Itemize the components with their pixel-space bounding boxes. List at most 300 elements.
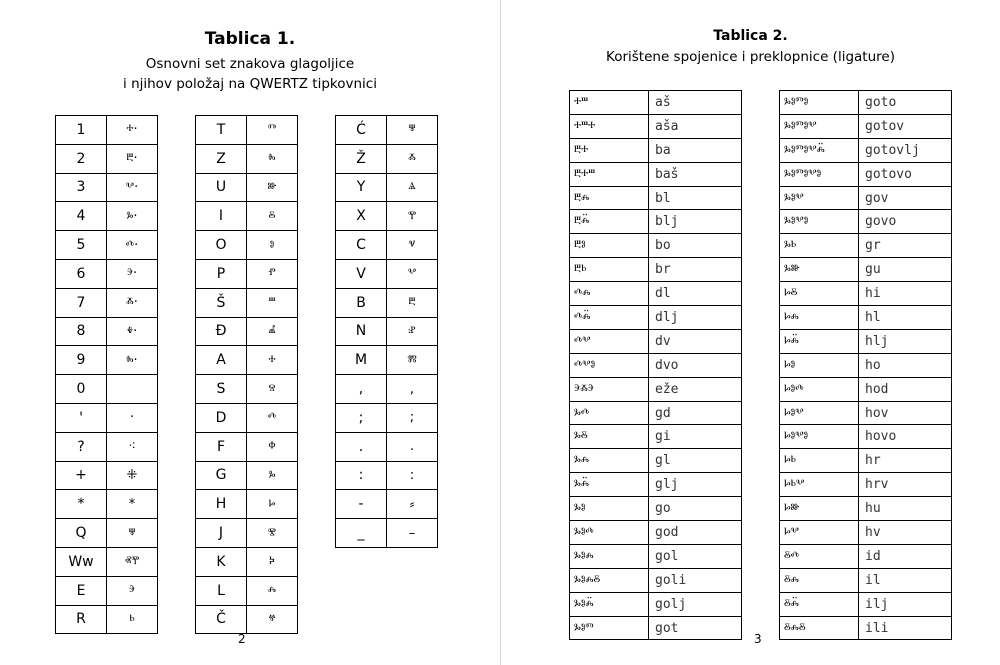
glagolitic-cell: ⰰ [247,346,298,375]
ligature-glyph-cell: ⱈⰾ̈ [780,329,859,353]
ligature-glyph-cell: ⰳⱃ [780,234,859,258]
ligature-glyph-cell: ⰱⰾ [570,186,649,210]
table-row [570,162,742,186]
table-row [570,521,742,545]
page-number: 3 [754,632,762,646]
page-subtitle: Korištene spojenice i preklopnice (ligature) [606,49,895,65]
table-row [570,544,742,568]
glagolitic-cell: ⱆ [247,173,298,202]
latin-transcription-cell: hlj [859,329,952,353]
latin-transcription-cell: dvo [649,353,742,377]
latin-transcription-cell: dv [649,329,742,353]
latin-transcription-cell: bo [649,234,742,258]
ligature-glyph-cell: ⰳⱁⰲ [780,186,859,210]
ligature-glyph-cell: ⰳⰾ̈ [570,473,649,497]
glagolitic-cell: ⁜ [107,461,158,490]
glagolitic-cell: ⱅ [247,116,298,145]
key-cell: V [336,259,387,288]
ligature-glyph-cell: ⰻⰾ̈ [780,592,859,616]
table-row [196,403,298,432]
key-cell: 7 [56,288,107,317]
table-row [780,329,952,353]
table-row [570,234,742,258]
glagolitic-cell: ⱍ [247,605,298,634]
glagolitic-cell: ⰱ [387,288,438,317]
table-row [780,425,952,449]
latin-transcription-cell: eže [649,377,742,401]
latin-transcription-cell: govo [859,210,952,234]
glagolitic-cell: ⰲ [387,259,438,288]
glagolitic-cell: ⰸ· [107,346,158,375]
table-row [56,519,158,548]
table-row [570,353,742,377]
latin-transcription-cell: go [649,497,742,521]
table-row [780,592,952,616]
table-row [780,186,952,210]
key-cell: N [336,317,387,346]
table-row [56,461,158,490]
table-row [196,432,298,461]
ligature-glyph-cell: ⰱⰰⱎ [570,162,649,186]
table-row [336,259,438,288]
table-row [196,202,298,231]
table-row [56,346,158,375]
key-cell: K [196,547,247,576]
glagolitic-cell: ⰳ· [107,202,158,231]
table-row [780,282,952,306]
table-row [780,521,952,545]
glagolitic-cell: ⰹ [387,202,438,231]
table-row [196,461,298,490]
key-cell: + [56,461,107,490]
latin-transcription-cell: hov [859,401,952,425]
table-row [196,547,298,576]
ligature-glyph-cell: ⱈⱁⰴ [780,377,859,401]
table-row [570,329,742,353]
key-cell: 6 [56,259,107,288]
glagolitic-cell: ⰴ· [107,231,158,260]
table-row [56,605,158,634]
table-row [196,173,298,202]
table-row [56,490,158,519]
glagolitic-cell: ⱎ [247,288,298,317]
latin-transcription-cell: gol [649,544,742,568]
table-row [780,162,952,186]
ligature-glyph-cell: ⰱⱃ [570,258,649,282]
key-cell: L [196,576,247,605]
table-row [196,288,298,317]
key-cell: 0 [56,375,107,404]
table-row [336,519,438,548]
table-row [196,231,298,260]
key-cell: B [336,288,387,317]
table-row [196,519,298,548]
key-cell: 5 [56,231,107,260]
ligature-glyph-cell: ⱈⱃ [780,449,859,473]
table-row [56,432,158,461]
table-row [570,568,742,592]
table-row [570,377,742,401]
latin-transcription-cell: hr [859,449,952,473]
key-cell: _ [336,519,387,548]
ligature-glyph-cell: ⰳⱁⰾ̈ [570,592,649,616]
ligature-glyph-cell: ⰳⱆ [780,258,859,282]
key-cell: H [196,490,247,519]
ligature-glyph-cell: ⰳⱁⱅⱁⰲⱁ [780,162,859,186]
key-cell: M [336,346,387,375]
latin-transcription-cell: hu [859,497,952,521]
glagolitic-cell: ⰽ [247,547,298,576]
ligature-glyph-cell: ⰳⱁⱅⱁⰲ [780,114,859,138]
table-row [780,114,952,138]
table-row [780,544,952,568]
table-row [336,432,438,461]
page-title: Tablica 2. [713,28,788,44]
glagolitic-cell: · [107,403,158,432]
glagolitic-cell: ⰺ [247,519,298,548]
latin-transcription-cell: gu [859,258,952,282]
key-cell: Ww [56,547,107,576]
table-row [780,210,952,234]
latin-transcription-cell: gotovo [859,162,952,186]
latin-transcription-cell: aša [649,114,742,138]
table-row [570,497,742,521]
table-row [780,401,952,425]
ligature-glyph-cell: ⰳⱁ [570,497,649,521]
table-row [336,173,438,202]
ligature-glyph-cell: ⰱⰾ̈ [570,210,649,234]
key-cell: Z [196,144,247,173]
keyboard-table-2 [195,115,298,634]
key-cell: C [336,231,387,260]
table-row [336,403,438,432]
table-row [570,401,742,425]
key-cell: Š [196,288,247,317]
latin-transcription-cell: hovo [859,425,952,449]
table-row [780,138,952,162]
table-row [56,259,158,288]
glagolitic-cell: ⰴ [247,403,298,432]
table-row [336,317,438,346]
key-cell: S [196,375,247,404]
ligature-glyph-cell: ⰻⰾ [780,568,859,592]
table-row [336,490,438,519]
table-row [56,231,158,260]
table-row [336,346,438,375]
ligature-table-1 [569,90,742,640]
glagolitic-cell: ⱑ [387,173,438,202]
latin-transcription-cell: golj [649,592,742,616]
ligature-glyph-cell: ⰴⰲ [570,329,649,353]
latin-transcription-cell: hi [859,282,952,306]
table-row [570,592,742,616]
ligature-glyph-cell: ⰴⰾ̈ [570,306,649,330]
table-row [56,317,158,346]
latin-transcription-cell: hl [859,306,952,330]
key-cell: Y [336,173,387,202]
latin-transcription-cell: gov [859,186,952,210]
key-cell: A [196,346,247,375]
table-row [570,473,742,497]
key-cell: G [196,461,247,490]
table-row [196,375,298,404]
ligature-glyph-cell: ⰳⰴ [570,401,649,425]
latin-transcription-cell: br [649,258,742,282]
glagolitic-cell: ⰷ· [107,317,158,346]
key-cell: I [196,202,247,231]
latin-transcription-cell: goli [649,568,742,592]
latin-transcription-cell: gotov [859,114,952,138]
glagolitic-cell: ; [387,403,438,432]
table-row [780,234,952,258]
keyboard-table-3 [335,115,438,548]
key-cell: O [196,231,247,260]
glagolitic-cell: ⰱ· [107,144,158,173]
latin-transcription-cell: gl [649,449,742,473]
latin-transcription-cell: blj [649,210,742,234]
table-row [780,258,952,282]
key-cell: Đ [196,317,247,346]
table-row [196,144,298,173]
table-row [56,173,158,202]
latin-transcription-cell: ho [859,353,952,377]
ligature-table-2 [779,90,952,640]
key-cell: . [336,432,387,461]
glagolitic-cell: ⰼ [247,317,298,346]
glagolitic-cell: ⁖ [107,432,158,461]
key-cell: 2 [56,144,107,173]
glagolitic-cell: ⰲ· [107,173,158,202]
table-row [570,91,742,115]
ligature-glyph-cell: ⰳⰾ [570,449,649,473]
table-row [780,473,952,497]
table-row [196,576,298,605]
glagolitic-cell: – [387,519,438,548]
ligature-glyph-cell: ⰱⱁ [570,234,649,258]
glagolitic-cell: , [387,375,438,404]
ligature-glyph-cell: ⰱⰰ [570,138,649,162]
table-row [56,144,158,173]
glagolitic-cell: ⸗ [387,490,438,519]
glagolitic-cell [107,375,158,404]
ligature-glyph-cell: ⱈⱁⰲⱁ [780,425,859,449]
glagolitic-cell: : [387,461,438,490]
key-cell: Ž [336,144,387,173]
key-cell: ? [56,432,107,461]
table-row [336,202,438,231]
table-row [336,461,438,490]
table-row [570,616,742,640]
latin-transcription-cell: aš [649,91,742,115]
latin-transcription-cell: il [859,568,952,592]
table-row [570,258,742,282]
table-row [570,449,742,473]
table-row [56,403,158,432]
table-row [570,114,742,138]
glagolitic-cell: ⰿ [387,346,438,375]
table-row [56,547,158,576]
ligature-glyph-cell: ⰳⱁⱅⱁ [780,91,859,115]
ligature-glyph-cell: ⱈⱁⰲ [780,401,859,425]
ligature-glyph-cell: ⰳⰻ [570,425,649,449]
table-row [780,449,952,473]
glagolitic-cell: ⱂ [247,259,298,288]
table-row [196,490,298,519]
key-cell: R [56,605,107,634]
ligature-glyph-cell: ⰳⱁⰾⰻ [570,568,649,592]
glagolitic-cell: ⰵ [107,576,158,605]
key-cell: - [336,490,387,519]
latin-transcription-cell: dl [649,282,742,306]
table-row [336,288,438,317]
ligature-glyph-cell: ⱈⱃⰲ [780,473,859,497]
table-row [336,144,438,173]
table-row [780,616,952,640]
table-row [196,259,298,288]
glagolitic-cell: . [387,432,438,461]
latin-transcription-cell: got [649,616,742,640]
key-cell: E [56,576,107,605]
page-subtitle-line-1: Osnovni set znakova glagoljice [145,56,355,72]
table-row [336,231,438,260]
table-row [196,317,298,346]
latin-transcription-cell: hv [859,521,952,545]
table-row [570,306,742,330]
glagolitic-cell: ⰳ [247,461,298,490]
latin-transcription-cell: god [649,521,742,545]
glagolitic-cell: ⰶ [387,144,438,173]
key-cell: F [196,432,247,461]
ligature-glyph-cell: ⰳⱁⱅ [570,616,649,640]
latin-transcription-cell: glj [649,473,742,497]
key-cell: T [196,116,247,145]
keyboard-table-1 [55,115,158,634]
table-row [780,377,952,401]
table-row [196,116,298,145]
latin-transcription-cell: baš [649,162,742,186]
table-row [570,282,742,306]
latin-transcription-cell: id [859,544,952,568]
ligature-glyph-cell: ⰴⰾ [570,282,649,306]
ligature-glyph-cell: ⰰⱎⰰ [570,114,649,138]
ligature-glyph-cell: ⰳⱁⰴ [570,521,649,545]
key-cell: : [336,461,387,490]
key-cell: P [196,259,247,288]
table-row [570,186,742,210]
ligature-glyph-cell: ⱈⰲ [780,521,859,545]
latin-transcription-cell: gd [649,401,742,425]
ligature-glyph-cell: ⰵⰶⰵ [570,377,649,401]
key-cell: U [196,173,247,202]
glagolitic-cell: ⱋ [107,519,158,548]
key-cell: 3 [56,173,107,202]
table-row [570,210,742,234]
ligature-glyph-cell: ⱈⰾ [780,306,859,330]
glagolitic-cell: ⰻ [247,202,298,231]
glagolitic-cell: ⰵ· [107,259,158,288]
table-row [780,568,952,592]
glagolitic-cell: ⱏⰹ [107,547,158,576]
latin-transcription-cell: bl [649,186,742,210]
page-title: Tablica 1. [204,29,296,49]
key-cell: 4 [56,202,107,231]
glagolitic-cell: * [107,490,158,519]
page-number: 2 [238,632,246,646]
key-cell: J [196,519,247,548]
table-row [570,425,742,449]
page-subtitle-line-2: i njihov položaj na QWERTZ tipkovnici [123,76,377,92]
key-cell: ; [336,403,387,432]
table-row [336,375,438,404]
key-cell: Q [56,519,107,548]
glagolitic-cell: ⱌ [387,231,438,260]
table-row [56,375,158,404]
ligature-glyph-cell: ⰻⰴ [780,544,859,568]
latin-transcription-cell: ba [649,138,742,162]
glagolitic-cell: ⱁ [247,231,298,260]
key-cell: 9 [56,346,107,375]
latin-transcription-cell: dlj [649,306,742,330]
table-row [56,116,158,145]
glagolitic-cell: ⰶ· [107,288,158,317]
latin-transcription-cell: gr [859,234,952,258]
key-cell: X [336,202,387,231]
ligature-glyph-cell: ⱈⱁ [780,353,859,377]
glagolitic-cell: ⰰ· [107,116,158,145]
key-cell: 1 [56,116,107,145]
ligature-glyph-cell: ⱈⰻ [780,282,859,306]
table-row [780,91,952,115]
glagolitic-cell: ⱄ [247,375,298,404]
key-cell: 8 [56,317,107,346]
key-cell: * [56,490,107,519]
ligature-glyph-cell: ⱈⱆ [780,497,859,521]
key-cell: , [336,375,387,404]
table-row [780,353,952,377]
key-cell: ' [56,403,107,432]
table-row [56,202,158,231]
glagolitic-cell: ⰾ [247,576,298,605]
table-row [570,138,742,162]
ligature-glyph-cell: ⰴⰲⱁ [570,353,649,377]
right-page [501,0,1000,665]
glagolitic-cell: ⱀ [387,317,438,346]
glagolitic-cell: ⰸ [247,144,298,173]
glagolitic-cell: ⱃ [107,605,158,634]
table-row [196,605,298,634]
ligature-glyph-cell: ⰳⱁⱅⱁⰲⰾ̈ [780,138,859,162]
latin-transcription-cell: hod [859,377,952,401]
table-row [780,497,952,521]
ligature-glyph-cell: ⰳⱁⰲⱁ [780,210,859,234]
latin-transcription-cell: ili [859,616,952,640]
latin-transcription-cell: hrv [859,473,952,497]
key-cell: Ć [336,116,387,145]
table-row [196,346,298,375]
ligature-glyph-cell: ⰳⱁⰾ [570,544,649,568]
ligature-glyph-cell: ⰰⱎ [570,91,649,115]
key-cell: D [196,403,247,432]
key-cell: Č [196,605,247,634]
table-row [780,306,952,330]
table-row [336,116,438,145]
latin-transcription-cell: gi [649,425,742,449]
latin-transcription-cell: gotovlj [859,138,952,162]
glagolitic-cell: ⱈ [247,490,298,519]
glagolitic-cell: ⱇ [247,432,298,461]
table-row [56,576,158,605]
latin-transcription-cell: ilj [859,592,952,616]
